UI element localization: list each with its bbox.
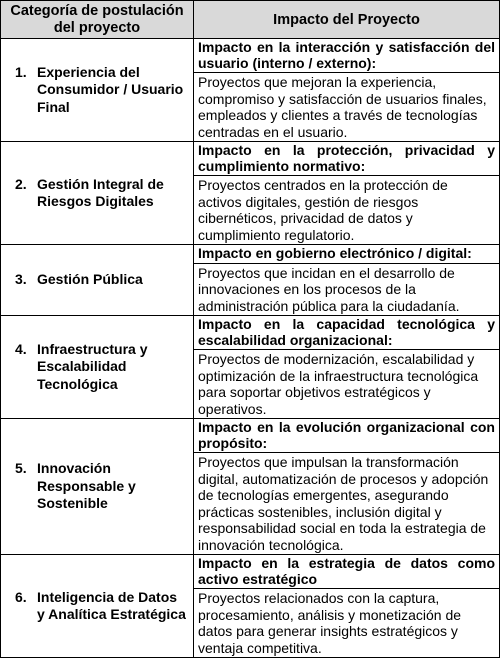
impact-cell: [194, 245, 500, 316]
header-category: Categoría de postulación del proyecto: [1, 1, 194, 39]
table-header-row: [1, 1, 500, 39]
category-name: Innovación Responsable y Sostenible: [37, 460, 136, 512]
impact-cell: [194, 555, 500, 658]
category-number: 1.: [15, 63, 27, 80]
category-cell: [1, 142, 194, 245]
category-cell: [1, 39, 194, 142]
table-row: [1, 142, 500, 245]
impact-cell: [194, 419, 500, 555]
category-name: Infraestructura y Escalabilidad Tecnológica: [37, 340, 148, 392]
table-row: [1, 39, 500, 142]
impact-title: Impacto en la estrategia de datos como activo estratégico: [194, 555, 499, 589]
impact-description: Proyectos que incidan en el desarrollo de innovaciones en los procesos de la administración pública para la ciudadanía.: [198, 264, 460, 314]
impact-cell: [194, 39, 500, 142]
impact-cell: [194, 316, 500, 419]
impact-description: Proyectos que impulsan la transformación digital, automatización de procesos y adopción de tecnologías emergentes, asegurando prácticas sostenibles, inclusión digital y responsabilidad social en toda la estrategia de innovación tecnológica.: [198, 454, 489, 553]
category-cell: [1, 555, 194, 658]
header-impact: Impacto del Proyecto: [194, 1, 500, 39]
category-name: Experiencia del Consumidor / Usuario Final: [37, 63, 184, 115]
impact-title: Impacto en la protección, privacidad y cumplimiento normativo:: [194, 142, 499, 176]
category-number: 3.: [15, 271, 27, 288]
category-number: 6.: [15, 588, 27, 605]
table-row: [1, 419, 500, 555]
impact-cell: [194, 142, 500, 245]
category-cell: [1, 419, 194, 555]
category-cell: [1, 316, 194, 419]
impact-description: Proyectos centrados en la protección de activos digitales, gestión de riesgos cibernéticos, privacidad de datos y cumplimiento regulatorio.: [198, 177, 448, 243]
table-row: [1, 555, 500, 658]
impact-description: Proyectos relacionados con la captura, procesamiento, análisis y monetización de datos para generar insights estratégicos y ventaja competitiva.: [198, 590, 462, 656]
table-row: [1, 316, 500, 419]
category-number: 4.: [15, 340, 27, 357]
impact-description: Proyectos de modernización, escalabilidad y optimización de la infraestructura tecnológica para soportar objetivos estratégicos y operativos.: [198, 351, 479, 417]
category-name: Inteligencia de Datos y Analítica Estratégica: [37, 588, 186, 622]
category-number: 2.: [15, 175, 27, 192]
table-row: [1, 245, 500, 316]
impact-title: Impacto en la interacción y satisfacción del usuario (interno / externo):: [194, 39, 499, 73]
category-name: Gestión Integral de Riesgos Digitales: [37, 175, 164, 209]
category-cell: [1, 245, 194, 316]
impact-title: Impacto en gobierno electrónico / digital:: [194, 245, 499, 264]
impact-description: Proyectos que mejoran la experiencia, compromiso y satisfacción de usuarios finales, empleados y clientes a través de tecnologías centradas en el usuario.: [198, 74, 487, 140]
impact-title: Impacto en la evolución organizacional con propósito:: [194, 419, 499, 453]
category-number: 5.: [15, 460, 27, 477]
category-name: Gestión Pública: [37, 271, 143, 288]
impact-title: Impacto en la capacidad tecnológica y escalabilidad organizacional:: [194, 316, 499, 350]
